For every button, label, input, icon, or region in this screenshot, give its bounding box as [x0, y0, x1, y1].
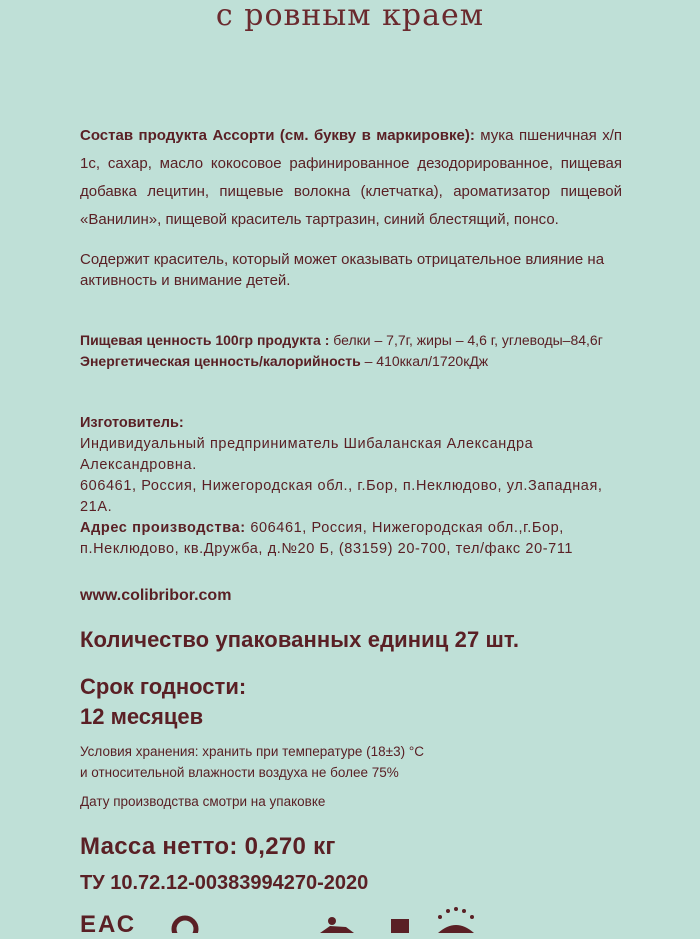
eac-mark-icon — [80, 911, 136, 939]
eac-mark-text: ЕАС — [80, 911, 137, 938]
manufacturer-address: 606461, Россия, Нижегородская обл., г.Бор, п.Неклюдово, ул.Западная, 21А. — [80, 478, 603, 515]
composition-label: Состав продукта Ассорти (см. букву в маркировке): — [80, 127, 475, 144]
energy-label: Энергетическая ценность/калорийность — [80, 353, 361, 369]
square-icon — [385, 905, 415, 933]
production-date-note: Дату производства смотри на упаковке — [80, 794, 326, 809]
manufacturer-name: Индивидуальный предприниматель Шибаланская Александра Александровна. — [80, 436, 534, 473]
product-subtitle: с ровным краем — [215, 0, 485, 33]
nutrition-value-text: белки – 7,7г, жиры – 4,6 г, углеводы–84,6г — [329, 332, 603, 348]
package-quantity: Количество упакованных единиц 27 шт. — [80, 627, 520, 652]
nutrition-value-label: Пищевая ценность 100гр продукта : — [80, 332, 330, 348]
technical-spec: ТУ 10.72.12-00383994270-2020 — [80, 872, 369, 894]
storage-line-1: Условия хранения: хранить при температуре (18±3) °С — [80, 744, 424, 759]
composition-section — [80, 122, 622, 234]
certification-icons — [80, 905, 600, 938]
manufacturer-label: Изготовитель: — [80, 415, 184, 431]
shelf-life-title: Срок годности: — [80, 674, 247, 699]
shelf-life-section — [80, 672, 622, 732]
website-link: www.colibribor.com — [80, 587, 232, 604]
dye-warning: Содержит краситель, который может оказывать отрицательное влияние на активность и внимание детей. — [80, 251, 605, 289]
person-recycling-icon — [310, 905, 362, 933]
storage-conditions — [80, 741, 622, 783]
nutrition-section — [80, 330, 622, 372]
net-mass: Масса нетто: 0,270 кг — [80, 833, 336, 860]
production-address-label: Адрес производства: — [80, 520, 246, 536]
energy-text: – 410ккал/1720кДж — [360, 353, 489, 369]
shelf-life-value: 12 месяцев — [80, 704, 204, 729]
storage-line-2: и относительной влажности воздуха не более 75% — [80, 765, 399, 780]
manufacturer-section — [80, 413, 622, 560]
composition-text: мука пшеничная х/п 1с, сахар, масло кокосовое рафинированное дезодорированное, пищевая добавка лецитин, пищевые волокна (клетчатка), ароматизатор пищевой «Ванилин», пищевой краситель тартразин, синий блестящий, понсо. — [80, 127, 622, 228]
fragile-glass-icon — [420, 905, 486, 933]
production-address-text: 606461, Россия, Нижегородская обл.,г.Бор, п.Неклюдово, кв.Дружба, д.№20 Б, (83159) 20-700, тел/факс 20-711 — [80, 520, 574, 557]
ring-icon — [168, 905, 202, 933]
